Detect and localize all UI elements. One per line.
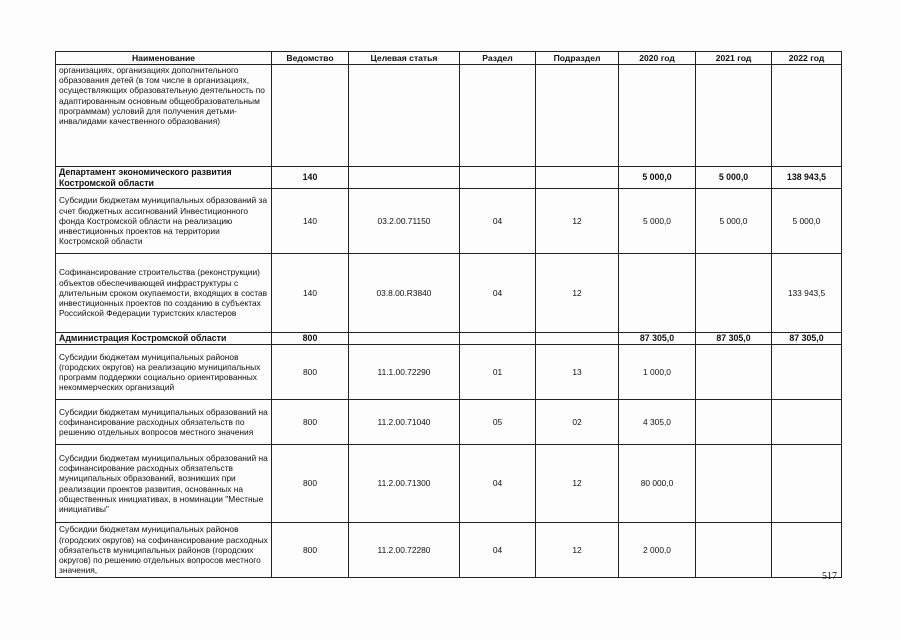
row-amount-2022 bbox=[772, 523, 842, 578]
row-department: 140 bbox=[272, 167, 349, 189]
row-target-article: 11.2.00.72280 bbox=[349, 523, 460, 578]
row-amount-2021 bbox=[696, 445, 772, 523]
row-department: 800 bbox=[272, 400, 349, 445]
table-row bbox=[56, 523, 842, 578]
row-amount-2020 bbox=[619, 254, 696, 333]
row-target-article: 11.1.00.72290 bbox=[349, 345, 460, 400]
row-name: Софинансирование строительства (реконструкции) объектов обеспечивающей инфраструктуры с длительным сроком окупаемости, входящих в состав инвестиционных проектов по созданию в субъектах Российской Федерации туристских кластеров bbox=[56, 254, 272, 333]
row-amount-2020: 1 000,0 bbox=[619, 345, 696, 400]
row-section: 04 bbox=[460, 189, 536, 254]
row-target-article bbox=[349, 167, 460, 189]
row-department: 800 bbox=[272, 523, 349, 578]
row-amount-2022 bbox=[772, 445, 842, 523]
header-year-2020: 2020 год bbox=[619, 52, 696, 65]
row-amount-2022: 5 000,0 bbox=[772, 189, 842, 254]
row-amount-2021 bbox=[696, 345, 772, 400]
row-department bbox=[272, 65, 349, 167]
row-section: 04 bbox=[460, 445, 536, 523]
row-target-article: 03.2.00.71150 bbox=[349, 189, 460, 254]
row-amount-2021 bbox=[696, 254, 772, 333]
header-section: Раздел bbox=[460, 52, 536, 65]
row-name: Субсидии бюджетам муниципальных районов (городских округов) на софинансирование расходных обязательств муниципальных районов (городских округов) по решению отдельных вопросов местного значения, bbox=[56, 523, 272, 578]
row-department: 800 bbox=[272, 333, 349, 345]
header-year-2022: 2022 год bbox=[772, 52, 842, 65]
row-target-article: 03.8.00.R3840 bbox=[349, 254, 460, 333]
header-target-article: Целевая статья bbox=[349, 52, 460, 65]
row-amount-2020 bbox=[619, 65, 696, 167]
row-department: 140 bbox=[272, 254, 349, 333]
row-amount-2022: 138 943,5 bbox=[772, 167, 842, 189]
row-subsection: 12 bbox=[536, 189, 619, 254]
row-amount-2022: 87 305,0 bbox=[772, 333, 842, 345]
budget-table bbox=[55, 51, 842, 578]
row-subsection bbox=[536, 167, 619, 189]
row-section: 01 bbox=[460, 345, 536, 400]
row-subsection: 12 bbox=[536, 445, 619, 523]
row-section bbox=[460, 333, 536, 345]
row-name: Администрация Костромской области bbox=[56, 333, 272, 345]
row-target-article: 11.2.00.71300 bbox=[349, 445, 460, 523]
table-row bbox=[56, 65, 842, 167]
row-amount-2020: 2 000,0 bbox=[619, 523, 696, 578]
row-name: Субсидии бюджетам муниципальных образований на софинансирование расходных обязательств муниципальных образований, возникших при реализации проектов развития, основанных на общественных инициативах, в номинации "Местные инициативы" bbox=[56, 445, 272, 523]
header-subsection: Подраздел bbox=[536, 52, 619, 65]
row-name: Субсидии бюджетам муниципальных районов (городских округов) на реализацию муниципальных программ поддержки социально ориентированных некоммерческих организаций bbox=[56, 345, 272, 400]
table-row bbox=[56, 254, 842, 333]
row-target-article: 11.2.00.71040 bbox=[349, 400, 460, 445]
table-row bbox=[56, 189, 842, 254]
row-section: 04 bbox=[460, 254, 536, 333]
row-subsection: 02 bbox=[536, 400, 619, 445]
row-subsection: 13 bbox=[536, 345, 619, 400]
row-subsection bbox=[536, 333, 619, 345]
row-target-article bbox=[349, 65, 460, 167]
row-name: Департамент экономического развития Костромской области bbox=[56, 167, 272, 189]
row-amount-2020: 87 305,0 bbox=[619, 333, 696, 345]
page-number: 517 bbox=[822, 571, 837, 582]
row-amount-2021: 87 305,0 bbox=[696, 333, 772, 345]
row-section: 05 bbox=[460, 400, 536, 445]
table-row bbox=[56, 345, 842, 400]
department-row bbox=[56, 167, 842, 189]
row-amount-2020: 5 000,0 bbox=[619, 189, 696, 254]
row-name: организациях, организациях дополнительного образования детей (в том числе в организациях, осуществляющих образовательную деятельность по адаптированным основным общеобразовательным программам) условий для получения детьми-инвалидами качественного образования) bbox=[56, 65, 272, 167]
row-amount-2022 bbox=[772, 345, 842, 400]
row-amount-2022 bbox=[772, 400, 842, 445]
row-name: Субсидии бюджетам муниципальных образований за счет бюджетных ассигнований Инвестиционного фонда Костромской области на реализацию инвестиционных проектов на территории Костромской области bbox=[56, 189, 272, 254]
row-section bbox=[460, 65, 536, 167]
row-amount-2021 bbox=[696, 400, 772, 445]
row-department: 800 bbox=[272, 345, 349, 400]
row-subsection: 12 bbox=[536, 523, 619, 578]
header-department: Ведомство bbox=[272, 52, 349, 65]
row-amount-2021 bbox=[696, 65, 772, 167]
header-year-2021: 2021 год bbox=[696, 52, 772, 65]
row-section bbox=[460, 167, 536, 189]
header-name: Наименование bbox=[56, 52, 272, 65]
row-target-article bbox=[349, 333, 460, 345]
row-amount-2021: 5 000,0 bbox=[696, 167, 772, 189]
row-name: Субсидии бюджетам муниципальных образований на софинансирование расходных обязательств по решению отдельных вопросов местного значения bbox=[56, 400, 272, 445]
row-amount-2020: 80 000,0 bbox=[619, 445, 696, 523]
row-department: 140 bbox=[272, 189, 349, 254]
row-amount-2022 bbox=[772, 65, 842, 167]
table-header-row bbox=[56, 52, 842, 65]
row-amount-2021 bbox=[696, 523, 772, 578]
table-row bbox=[56, 400, 842, 445]
row-section: 04 bbox=[460, 523, 536, 578]
row-amount-2020: 5 000,0 bbox=[619, 167, 696, 189]
row-amount-2022: 133 943,5 bbox=[772, 254, 842, 333]
row-amount-2021: 5 000,0 bbox=[696, 189, 772, 254]
department-row bbox=[56, 333, 842, 345]
row-department: 800 bbox=[272, 445, 349, 523]
row-amount-2020: 4 305,0 bbox=[619, 400, 696, 445]
row-subsection: 12 bbox=[536, 254, 619, 333]
row-subsection bbox=[536, 65, 619, 167]
table-row bbox=[56, 445, 842, 523]
